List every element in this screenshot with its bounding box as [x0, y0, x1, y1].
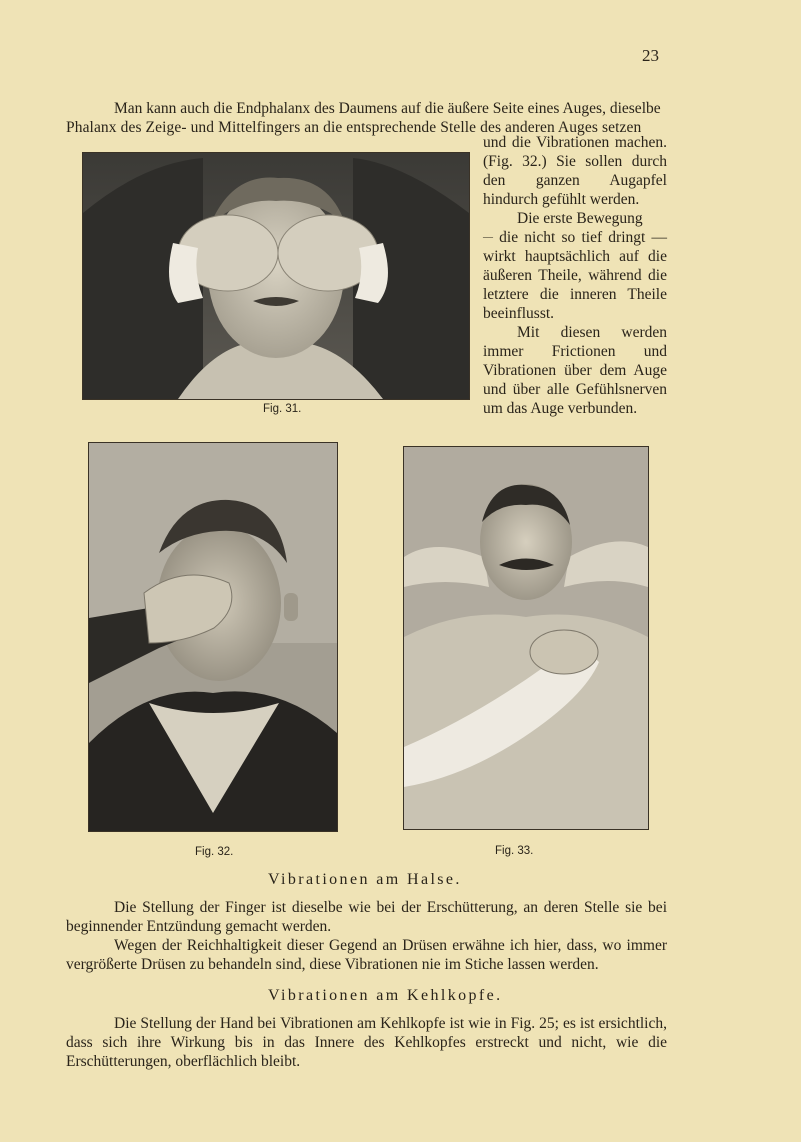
section2-paragraph-1: Die Stellung der Hand bei Vibrationen am Kehlkopfe ist wie in Fig. 25; es ist ersichtlich, dass sich ihre Wirkung bis in das Innere des Kehlkopfes erstreckt und nicht, wie die Erschütterungen, oberflächlich bleibt. — [66, 1015, 667, 1070]
heading-vibrationen-am-kehlkopfe: Vibrationen am Kehlkopfe. — [268, 987, 503, 1004]
heading-vibrationen-am-halse: Vibrationen am Halse. — [268, 871, 462, 888]
p2-prefix: Die erste Bewegung — [517, 210, 643, 227]
figure-31-photo — [82, 152, 470, 400]
right-col-paragraph-1: und die Vibrationen machen. (Fig. 32.) Sie sollen durch den ganzen Augapfel hindurch gefühlt werden. — [483, 134, 667, 208]
right-col-paragraph-2 — [483, 209, 667, 323]
figure-33-photo — [403, 446, 649, 830]
intro-line-2: Phalanx des Zeige- und Mittelfingers an die entsprechende Stelle des anderen Auges setzen — [66, 119, 642, 136]
p2-symbol: — — [483, 232, 493, 243]
figure-33-caption: Fig. 33. — [495, 845, 534, 857]
intro-line-1: Man kann auch die Endphalanx des Daumens auf die äußere Seite eines Auges, dieselbe — [114, 100, 661, 117]
page-number: 23 — [642, 46, 659, 65]
section1-paragraph-1: Die Stellung der Finger ist dieselbe wie bei der Erschütterung, an deren Stelle sie bei beginnender Entzündung gemacht werden. — [66, 899, 667, 935]
section1-paragraph-2: Wegen der Reichhaltigkeit dieser Gegend an Drüsen erwähne ich hier, dass, wo immer vergrößerte Drüsen zu behandeln sind, diese Vibrationen nie im Stiche lassen werden. — [66, 937, 667, 973]
figure-31-caption: Fig. 31. — [263, 403, 302, 415]
right-column-text — [483, 133, 667, 418]
figure-32-caption: Fig. 32. — [195, 846, 234, 858]
p2-rest: die nicht so tief dringt — wirkt hauptsächlich auf die äußeren Theile, während die letztere die inneren Theile beeinflusst. — [483, 229, 667, 322]
figure-32-photo — [88, 442, 338, 832]
right-col-paragraph-3: Mit diesen werden immer Frictionen und Vibrationen über dem Auge und über alle Gefühlsnerven um das Auge verbunden. — [483, 324, 667, 417]
